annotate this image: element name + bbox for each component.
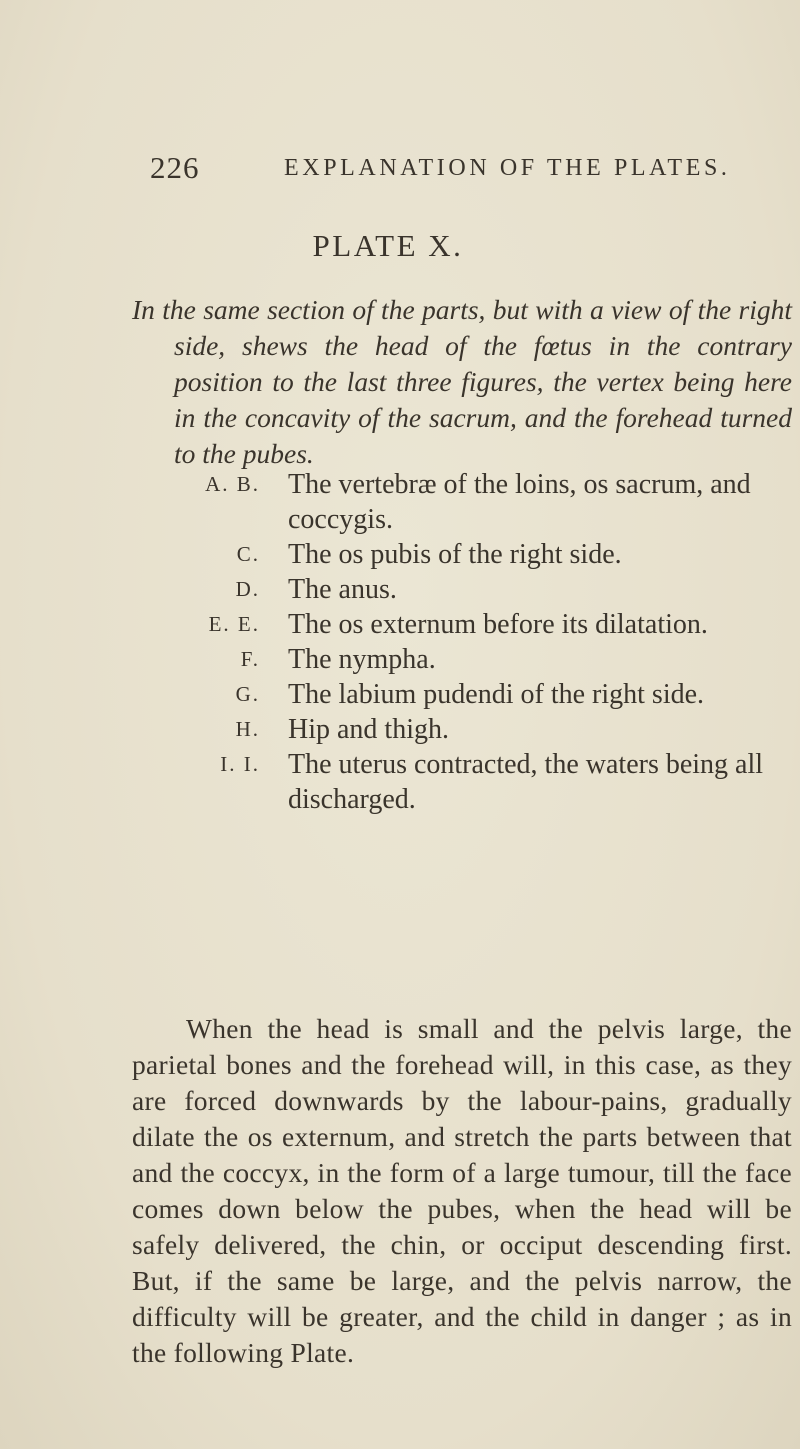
running-head [150,150,790,190]
legend-key: E. E. [208,612,260,636]
plate-title-text: PLATE X. [312,228,464,263]
legend-text: The labium pudendi of the right side. [288,679,705,710]
legend-key: D. [235,577,260,601]
legend-text [288,467,793,537]
legend-key: C. [236,542,260,566]
plate-title [0,228,800,264]
body-paragraph: When the head is small and the pelvis large, the parietal bones and the forehead will, in this case, as they are forced downwards by the labour-pains, gradually dilate the os externum, and stretch the parts between that and the coccyx, in the form of a large tumour, till the face comes down below the pubes, when the head will be safely delivered, the chin, or occiput descending first. But, if the same be large, and the pelvis narrow, the difficulty will be greater, and the child in danger ; as in the following Plate. [132,1013,792,1368]
legend-text: The anus. [288,574,397,605]
legend-key: H. [235,717,260,741]
legend-text: The os externum before its dilatation. [288,609,708,640]
legend-text: Hip and thigh. [288,714,449,745]
plate-description: In the same section of the parts, but with a view of the right side, shews the head of the fœtus in the contrary position to the last three figures, the vertex being here in the concavity of the sacrum, and the forehead turned to the pubes. [132,294,792,469]
legend-item-h [0,712,800,747]
legend-text [288,747,793,817]
legend-text: The nympha. [288,644,436,675]
page-number: 226 [150,150,200,185]
legend-text-continuation: discharged. [288,784,416,815]
figure-legend [0,467,800,817]
legend-item-ab [0,467,800,537]
legend-text-continuation: coccygis. [288,504,393,535]
legend-text-line: The vertebræ of the loins, os sacrum, and [288,469,751,500]
legend-text: The os pubis of the right side. [288,539,622,570]
legend-item-ee [0,607,800,642]
legend-key: A. B. [205,472,260,496]
legend-item-f [0,642,800,677]
legend-item-c [0,537,800,572]
legend-text-line: The uterus contracted, the waters being all [288,749,764,780]
legend-key: G. [235,682,260,706]
running-title: EXPLANATION OF THE PLATES. [284,155,731,181]
legend-item-g [0,677,800,712]
legend-item-ii [0,747,800,817]
legend-item-d [0,572,800,607]
legend-key: I. I. [220,752,260,776]
legend-key: F. [240,647,260,671]
